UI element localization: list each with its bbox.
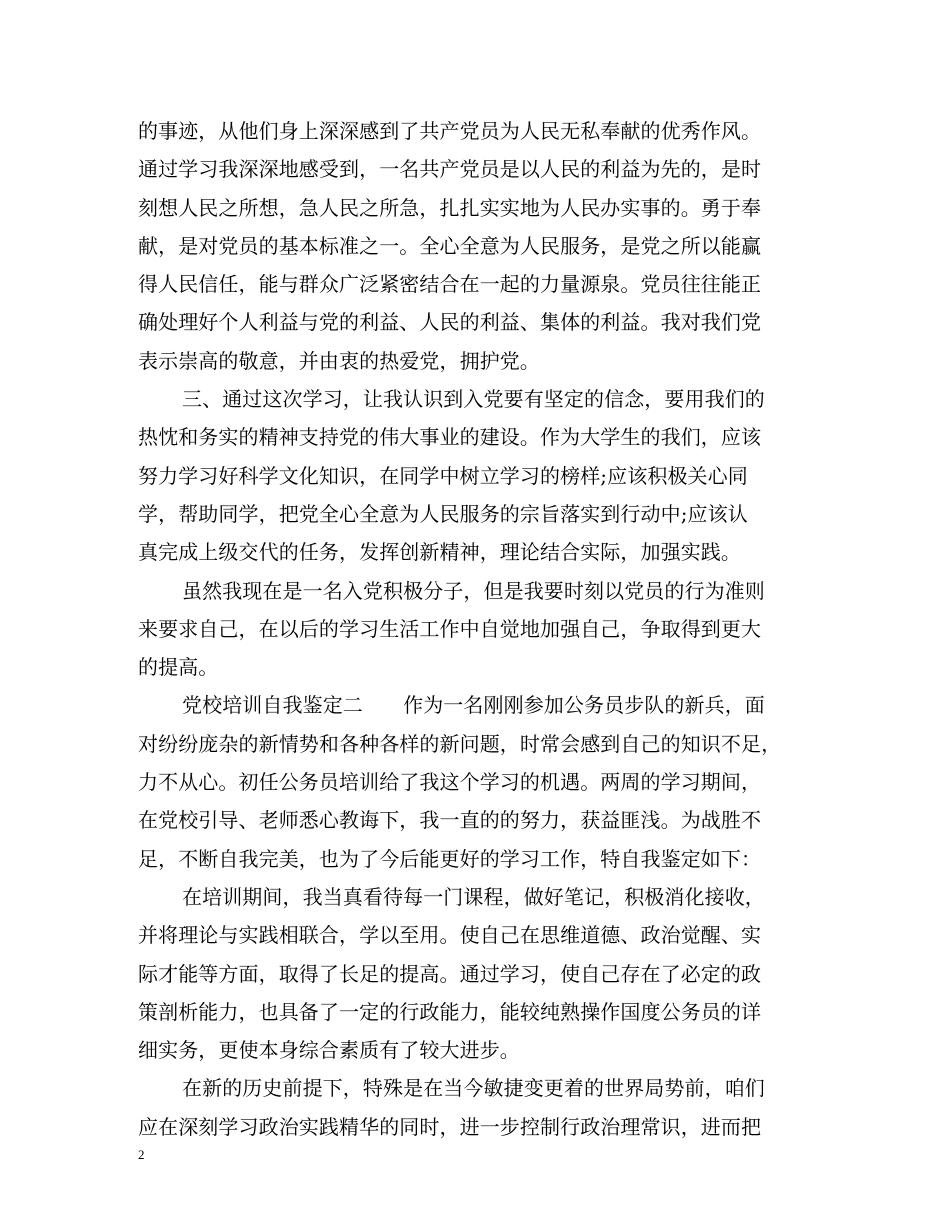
text-line: 并将理论与实践相联合，学以至用。使自己在思维道德、政治觉醒、实 (138, 923, 762, 948)
text-line: 策剖析能力，也具备了一定的行政能力，能较纯熟操作国度公务员的详 (138, 999, 762, 1024)
text-line: 在党校引导、老师悉心教诲下，我一直的的努力，获益匪浅。为战胜不 (138, 808, 762, 833)
text-line: 的提高。 (138, 655, 219, 680)
text-line: 献，是对党员的基本标准之一。全心全意为人民服务，是党之所以能赢 (138, 233, 762, 258)
text-line: 热忱和务实的精神支持党的伟大事业的建设。作为大学生的我们，应该 (138, 425, 762, 450)
text-line: 努力学习好科学文化知识，在同学中树立学习的榜样;应该积极关心同 (138, 463, 748, 488)
text-line: 力不从心。初任公务员培训给了我这个学习的机遇。两周的学习期间， (138, 770, 762, 795)
text-line: 足，不断自我完美，也为了今后能更好的学习工作，特自我鉴定如下： (138, 846, 762, 871)
paragraph-first-line: 在培训期间，我当真看待每一门课程，做好笔记，积极消化接收， (182, 884, 765, 909)
text-line: 真完成上级交代的任务，发挥创新精神，理论结合实际，加强实践。 (138, 540, 741, 565)
paragraph-first-line: 党校培训自我鉴定二 作为一名刚刚参加公务员步队的新兵，面 (182, 693, 765, 718)
text-line: 得人民信任，能与群众广泛紧密结合在一起的力量源泉。党员往往能正 (138, 272, 762, 297)
paragraph-first-line: 在新的历史前提下，特殊是在当今敏捷变更着的世界局势前，咱们 (182, 1076, 765, 1101)
text-line: 学，帮助同学，把党全心全意为人民服务的宗旨落实到行动中;应该认 (138, 501, 748, 526)
text-line: 际才能等方面，取得了长足的提高。通过学习，使自己存在了必定的政 (138, 961, 762, 986)
text-line: 通过学习我深深地感受到，一名共产党员是以人民的利益为先的，是时 (138, 157, 762, 182)
text-line: 确处理好个人利益与党的利益、人民的利益、集体的利益。我对我们党 (138, 310, 762, 335)
text-line: 应在深刻学习政治实践精华的同时，进一步控制行政治理常识，进而把 (138, 1114, 762, 1139)
text-line: 的事迹，从他们身上深深感到了共产党员为人民无私奉献的优秀作风。 (138, 119, 762, 143)
document-body (138, 112, 828, 1146)
text-line: 来要求自己，在以后的学习生活工作中自觉地加强自己，争取得到更大 (138, 616, 762, 641)
paragraph-first-line: 虽然我现在是一名入党积极分子，但是我要时刻以党员的行为准则 (182, 578, 765, 603)
text-line: 对纷纷庞杂的新情势和各种各样的新问题，时常会感到自己的知识不足， (138, 731, 782, 756)
paragraph-first-line: 三、通过这次学习，让我认识到入党要有坚定的信念，要用我们的 (182, 387, 765, 412)
text-line: 细实务，更使本身综合素质有了较大进步。 (138, 1038, 520, 1063)
page-number: 2 (138, 1147, 145, 1162)
text-line: 表示崇高的敬意，并由衷的热爱党，拥护党。 (138, 348, 540, 373)
text-line: 刻想人民之所想，急人民之所急，扎扎实实地为人民办实事的。勇于奉 (138, 195, 762, 220)
